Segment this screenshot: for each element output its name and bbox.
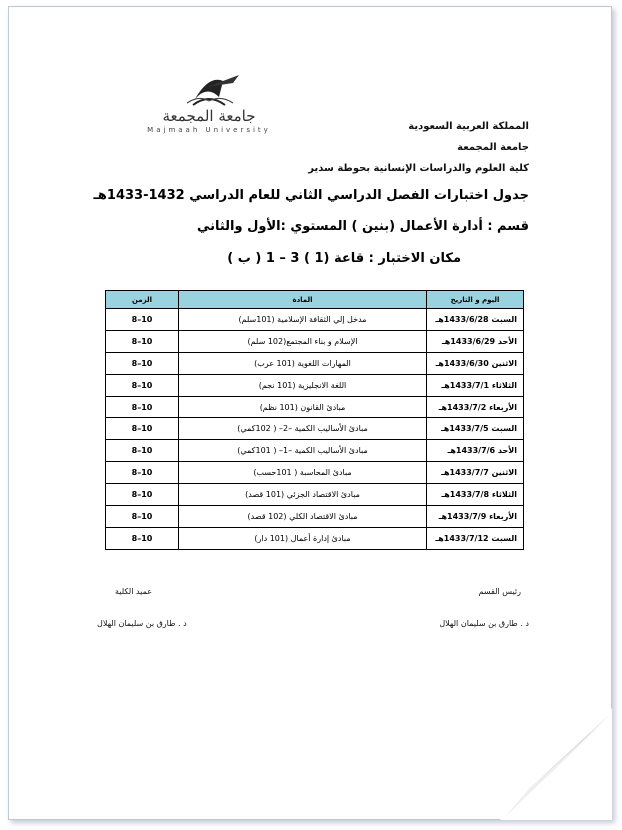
table-row — [106, 440, 524, 462]
department-line: قسم : أدارة الأعمال (بنين ) المستوي :الأول والثاني — [196, 219, 529, 234]
dept-head-title: رئيس القسم — [478, 587, 521, 596]
row-day: الاثنين 1433/6/30هـ — [427, 352, 524, 374]
header-university: جامعة المجمعة — [457, 142, 529, 153]
table-row — [106, 330, 524, 352]
col-header-time: الزمن — [106, 291, 179, 309]
row-time: 10–8 — [106, 352, 179, 374]
table-row — [106, 374, 524, 396]
row-time: 10–8 — [106, 396, 179, 418]
header-country: المملكة العربية السعودية — [408, 121, 529, 132]
table-header-row — [106, 291, 524, 309]
row-time: 10–8 — [106, 309, 179, 331]
row-day: الأحد 1433/7/6هـ — [427, 440, 524, 462]
header-college: كلية العلوم والدراسات الإنسانية بحوطة سدير — [308, 163, 529, 174]
page-curl-icon — [500, 708, 612, 820]
row-subject: الإسلام و بناء المجتمع(102 سلم) — [179, 330, 427, 352]
row-time: 10–8 — [106, 418, 179, 440]
table-row — [106, 396, 524, 418]
row-subject: مبادئ المحاسبة ( 101حسب) — [179, 462, 427, 484]
row-subject: مبادئ الاقتصاد الجزئي (101 قصد) — [179, 484, 427, 506]
row-day: السبت 1433/6/28هـ — [427, 309, 524, 331]
row-time: 10–8 — [106, 462, 179, 484]
dean-title: عميد الكلية — [115, 587, 152, 596]
row-time: 10–8 — [106, 506, 179, 528]
dean-name: د . طارق بن سليمان الهلال — [97, 619, 187, 628]
table-row — [106, 352, 524, 374]
row-subject: اللغة الانجليزية (101 نجم) — [179, 374, 427, 396]
exam-location: مكان الاختبار : قاعة (1 ) 3 – 1 ( ب ) — [227, 251, 461, 266]
row-subject: مبادئ إدارة أعمال (101 دار) — [179, 527, 427, 549]
table-row — [106, 309, 524, 331]
table-row — [106, 484, 524, 506]
row-day: الأحد 1433/6/29هـ — [427, 330, 524, 352]
page-title: جدول اختبارات الفصل الدراسي الثاني للعام الدراسي 1432-1433هـ — [93, 188, 529, 203]
university-logo — [147, 73, 271, 137]
row-day: الثلاثاء 1433/7/1هـ — [427, 374, 524, 396]
row-day: السبت 1433/7/5هـ — [427, 418, 524, 440]
row-subject: مبادئ القانون (101 نظم) — [179, 396, 427, 418]
row-day: الثلاثاء 1433/7/8هـ — [427, 484, 524, 506]
logo-english-name: Majmaah University — [147, 126, 271, 134]
row-day: السبت 1433/7/12هـ — [427, 527, 524, 549]
col-header-day: اليوم و التاريخ — [427, 291, 524, 309]
row-time: 10–8 — [106, 330, 179, 352]
row-day: الأربعاء 1433/7/9هـ — [427, 506, 524, 528]
row-time: 10–8 — [106, 440, 179, 462]
dept-head-name: د . طارق بن سليمان الهلال — [439, 619, 529, 628]
exam-schedule-table — [105, 290, 524, 550]
row-subject: المهارات اللغوية (101 عرب) — [179, 352, 427, 374]
table-row — [106, 527, 524, 549]
row-day: الأربعاء 1433/7/2هـ — [427, 396, 524, 418]
col-header-subject: المادة — [179, 291, 427, 309]
row-subject: مبادئ الأساليب الكمية –2– ( 102كمي) — [179, 418, 427, 440]
logo-arabic-name: جامعة المجمعة — [162, 107, 256, 125]
table-row — [106, 418, 524, 440]
open-book-icon — [147, 73, 271, 109]
row-subject: مبادئ الأساليب الكمية –1– ( 101كمي) — [179, 440, 427, 462]
table-row — [106, 462, 524, 484]
row-subject: مبادئ الاقتصاد الكلي (102 قصد) — [179, 506, 427, 528]
row-day: الاثنين 1433/7/7هـ — [427, 462, 524, 484]
row-time: 10–8 — [106, 484, 179, 506]
row-time: 10–8 — [106, 527, 179, 549]
table-row — [106, 506, 524, 528]
document-page — [8, 6, 612, 820]
row-time: 10–8 — [106, 374, 179, 396]
row-subject: مدخل إلي الثقافة الإسلامية (101سلم) — [179, 309, 427, 331]
